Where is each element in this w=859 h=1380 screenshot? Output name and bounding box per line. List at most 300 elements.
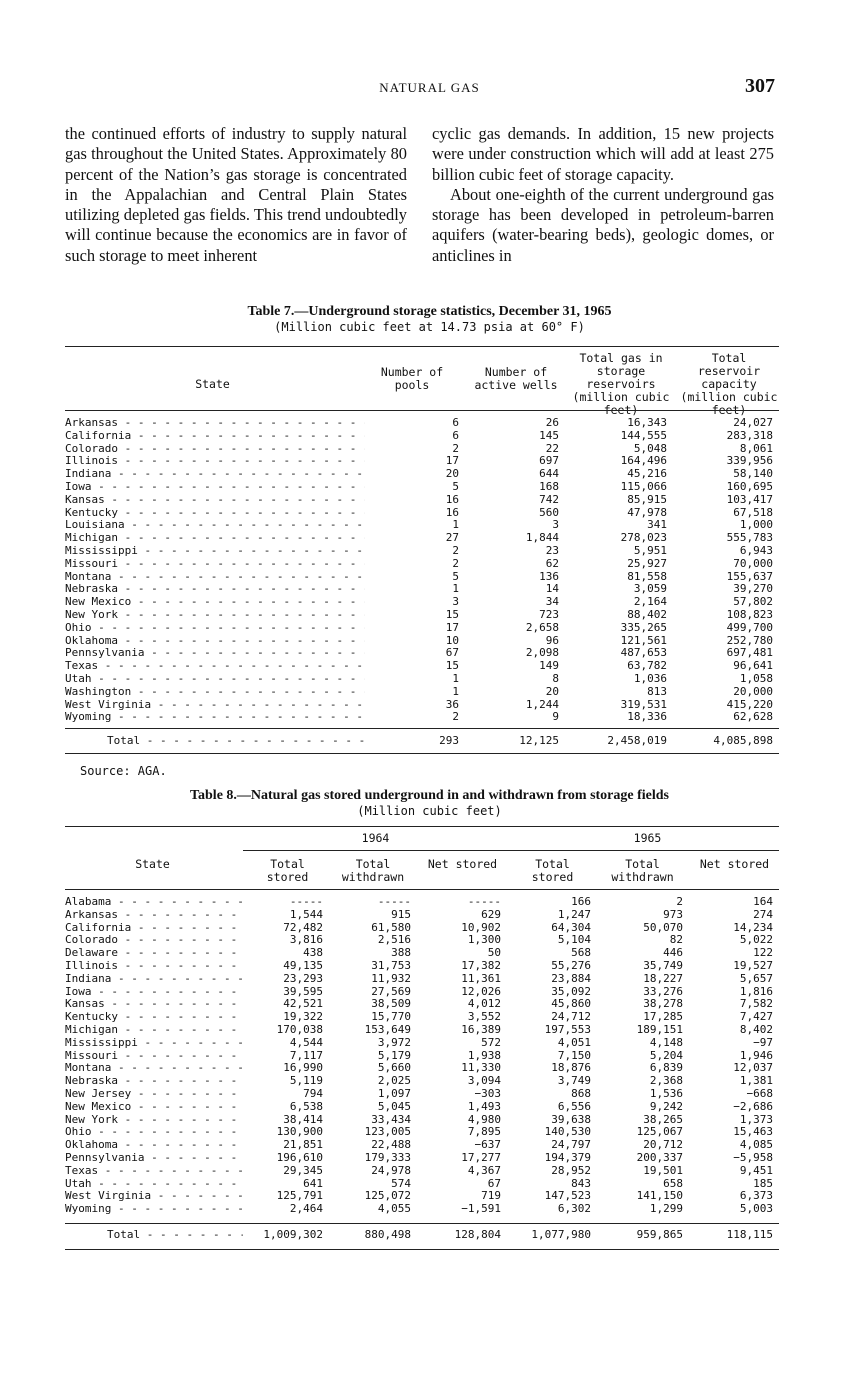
table-row <box>65 1088 779 1101</box>
body-paragraph: About one-eighth of the current underground gas storage has been developed in petroleum-barren aquifers (water-bearing beds), geologic domes, or anticlines in <box>432 184 774 265</box>
table-cell: 1,300 <box>467 934 501 947</box>
table-row <box>65 558 779 571</box>
table-cell: 4,055 <box>377 1203 411 1216</box>
table-cell: 62 <box>545 557 559 570</box>
table-cell: 18,336 <box>627 711 667 724</box>
table-cell: 17 <box>445 455 459 468</box>
table8-header-1964-withdrawn: Total withdrawn <box>341 857 405 884</box>
state-name: Illinois - - - <box>65 960 243 973</box>
table-row <box>65 583 779 596</box>
table-cell: 16,990 <box>283 1062 323 1075</box>
table-cell: 108,823 <box>726 608 773 621</box>
table-cell: 629 <box>481 908 501 921</box>
table-row <box>65 545 779 558</box>
table-row <box>65 635 779 648</box>
table8-total <box>65 1229 779 1242</box>
table-cell: 6,538 <box>289 1100 323 1113</box>
table-cell: 7,582 <box>739 998 773 1011</box>
table-cell: 2,098 <box>525 647 559 660</box>
state-name: Indiana - - - <box>65 468 365 481</box>
table-cell: 1,536 <box>649 1087 683 1100</box>
table-cell: 23 <box>545 544 559 557</box>
table-row <box>65 934 779 947</box>
table8-header-1965: 1965 <box>633 831 662 845</box>
table-cell: 18,227 <box>643 972 683 985</box>
table-cell: 4,980 <box>467 1113 501 1126</box>
table-cell: 6,373 <box>739 1190 773 1203</box>
table-cell: 85,915 <box>627 493 667 506</box>
table7-header-rule <box>65 410 779 411</box>
table-cell: 103,417 <box>726 493 773 506</box>
table-cell: 10 <box>445 634 459 647</box>
table-cell: 20,712 <box>643 1139 683 1152</box>
state-name: West Virginia - - - <box>65 1190 243 1203</box>
table-cell: 70,000 <box>733 557 773 570</box>
table7-title: Table 7.—Underground storage statistics, December 31, 1965 <box>247 304 612 319</box>
table-row <box>65 455 779 468</box>
table-cell: −668 <box>746 1087 773 1100</box>
table-cell: 16,343 <box>627 417 667 429</box>
state-name: Iowa - - - <box>65 986 243 999</box>
state-name: New Mexico - - - <box>65 1101 243 1114</box>
table-cell: 24,027 <box>733 417 773 429</box>
table-cell: 22,488 <box>371 1139 411 1152</box>
table8-caption <box>0 787 859 818</box>
table-cell: 7,427 <box>739 1011 773 1024</box>
table-cell: 3,749 <box>557 1075 591 1088</box>
table-cell: 33,276 <box>643 985 683 998</box>
table-cell: 3,972 <box>377 1036 411 1049</box>
table-row <box>65 1075 779 1088</box>
table-cell: 15 <box>445 660 459 673</box>
table8-top-rule <box>65 826 779 827</box>
table-cell: 5,179 <box>377 1049 411 1062</box>
table-row <box>65 1062 779 1075</box>
table-cell: 6 <box>452 417 459 429</box>
table-cell: 1,097 <box>377 1087 411 1100</box>
table-cell: 1,373 <box>739 1113 773 1126</box>
table-cell: 125,067 <box>636 1126 683 1139</box>
table-cell: 3,094 <box>467 1075 501 1088</box>
table-cell: 35,749 <box>643 959 683 972</box>
table-cell: 28,952 <box>551 1164 591 1177</box>
page-number: 307 <box>745 75 775 97</box>
table-cell: 24,797 <box>551 1139 591 1152</box>
table-cell: 5 <box>452 480 459 493</box>
table-cell: 1,844 <box>525 532 559 545</box>
table-cell: 2 <box>676 896 683 908</box>
table-cell: 88,402 <box>627 608 667 621</box>
table-cell: 38,278 <box>643 998 683 1011</box>
state-name: Missouri - - - <box>65 1050 243 1063</box>
body-paragraph: cyclic gas demands. In addition, 15 new projects were under construction which will add at least 275 billion cubic feet of storage capacity. <box>432 124 774 184</box>
body-text-right-column <box>432 124 774 266</box>
state-name: California - - - <box>65 922 243 935</box>
table8-header-rule <box>65 889 779 890</box>
table-cell: −303 <box>474 1087 501 1100</box>
table-cell: 11,932 <box>371 972 411 985</box>
table-cell: 6,839 <box>649 1062 683 1075</box>
table-cell: 194,379 <box>544 1151 591 1164</box>
table-cell: 1,381 <box>739 1075 773 1088</box>
table-cell: 16,389 <box>461 1023 501 1036</box>
table-row <box>65 481 779 494</box>
table-cell: 446 <box>663 947 683 960</box>
table-cell: 5,119 <box>289 1075 323 1088</box>
table8-header-state: State <box>135 857 170 871</box>
table-cell: 55,276 <box>551 959 591 972</box>
table-cell: 4,051 <box>557 1036 591 1049</box>
table-cell: 39,638 <box>551 1113 591 1126</box>
table-cell: 18,876 <box>551 1062 591 1075</box>
table7-source: Source: AGA. <box>80 764 167 778</box>
table-cell: −1,591 <box>461 1203 501 1216</box>
table-row <box>65 1114 779 1127</box>
state-name: Kansas - - - <box>65 494 365 507</box>
table7-total-rule <box>65 728 779 729</box>
state-name: California - - - <box>65 430 365 443</box>
table-row <box>65 986 779 999</box>
table-cell: 8,402 <box>739 1023 773 1036</box>
state-name: Michigan - - - <box>65 1024 243 1037</box>
table-cell: 252,780 <box>726 634 773 647</box>
table-cell: 16 <box>445 506 459 519</box>
table-cell: −2,686 <box>733 1100 773 1113</box>
table8-header-1965-net: Net stored <box>699 857 770 871</box>
table7-header-gas: Total gas in storage reservoirs (million cubic feet) <box>572 351 670 417</box>
table-cell: 168 <box>539 480 559 493</box>
table-cell: 82 <box>669 934 683 947</box>
running-title: NATURAL GAS <box>379 80 480 95</box>
table-cell: −637 <box>474 1139 501 1152</box>
table-cell: 641 <box>303 1177 323 1190</box>
table-cell: 1 <box>452 583 459 596</box>
table-cell: 50,070 <box>643 921 683 934</box>
table-cell: 145 <box>539 429 559 442</box>
total-gas: 2,458,019 <box>607 735 667 747</box>
table8-header-1965-stored: Total stored <box>531 857 574 884</box>
table-cell: 697,481 <box>726 647 773 660</box>
body-text-left-column <box>65 124 407 266</box>
table7-caption <box>0 303 859 334</box>
table-row <box>65 1024 779 1037</box>
state-name: Utah - - - <box>65 673 365 686</box>
state-name: Mississippi - - - <box>65 545 365 558</box>
table-cell: 568 <box>571 947 591 960</box>
table-cell: 2,164 <box>633 596 667 609</box>
table-cell: 164,496 <box>620 455 667 468</box>
state-name: Alabama - - - <box>65 896 243 909</box>
table-cell: 45,860 <box>551 998 591 1011</box>
state-name: Michigan - - - <box>65 532 365 545</box>
table-cell: 335,265 <box>620 621 667 634</box>
table-cell: 63,782 <box>627 660 667 673</box>
table8-total-rule <box>65 1223 779 1224</box>
table-cell: 21,851 <box>283 1139 323 1152</box>
table-cell: 278,023 <box>620 532 667 545</box>
table-cell: 555,783 <box>726 532 773 545</box>
state-name: Ohio - - - <box>65 622 365 635</box>
table-row <box>65 699 779 712</box>
table-row <box>65 417 779 430</box>
table-cell: 160,695 <box>726 480 773 493</box>
table-cell: 341 <box>647 519 667 532</box>
table-cell: 10,902 <box>461 921 501 934</box>
table-cell: 868 <box>571 1087 591 1100</box>
table-cell: 843 <box>571 1177 591 1190</box>
state-name: Ohio - - - <box>65 1126 243 1139</box>
table-cell: 8 <box>552 672 559 685</box>
table-cell: 19,322 <box>283 1011 323 1024</box>
table-cell: ----- <box>377 896 411 908</box>
table-cell: 2,658 <box>525 621 559 634</box>
table-row <box>65 1165 779 1178</box>
table-cell: 36 <box>445 698 459 711</box>
total-cell: 959,865 <box>636 1229 683 1241</box>
table-cell: 123,005 <box>364 1126 411 1139</box>
state-name: Oklahoma - - - <box>65 635 365 648</box>
table-cell: 5,951 <box>633 544 667 557</box>
table7-header-wells: Number of active wells <box>474 365 558 392</box>
table-row <box>65 1229 779 1242</box>
table-row <box>65 735 779 748</box>
table-cell: 1 <box>452 519 459 532</box>
table-cell: 697 <box>539 455 559 468</box>
table-cell: 50 <box>487 947 501 960</box>
table8-subtitle: (Million cubic feet) <box>357 804 502 818</box>
table-row <box>65 443 779 456</box>
table-cell: 388 <box>391 947 411 960</box>
state-name: New Mexico - - - <box>65 596 365 609</box>
table-cell: 17 <box>445 621 459 634</box>
table-cell: 24,712 <box>551 1011 591 1024</box>
table-cell: 31,753 <box>371 959 411 972</box>
table-cell: 38,509 <box>371 998 411 1011</box>
table-cell: 24,978 <box>371 1164 411 1177</box>
table-cell: 9 <box>552 711 559 724</box>
table-cell: 644 <box>539 468 559 481</box>
table-cell: 560 <box>539 506 559 519</box>
state-name: Texas - - - <box>65 660 365 673</box>
table-cell: 1,247 <box>557 908 591 921</box>
table-cell: 35,092 <box>551 985 591 998</box>
table-cell: 2,368 <box>649 1075 683 1088</box>
table8-header-1964-net: Net stored <box>427 857 498 871</box>
table-cell: 122 <box>753 947 773 960</box>
table-cell: 319,531 <box>620 698 667 711</box>
table-cell: 415,220 <box>726 698 773 711</box>
table-cell: 2,464 <box>289 1203 323 1216</box>
table-row <box>65 1037 779 1050</box>
state-name: West Virginia - - - <box>65 699 365 712</box>
total-label: Total - - - <box>107 735 365 748</box>
table-cell: 2 <box>452 711 459 724</box>
table7-top-rule <box>65 346 779 347</box>
table-cell: 6,556 <box>557 1100 591 1113</box>
table-cell: 16 <box>445 493 459 506</box>
state-name: Oklahoma - - - <box>65 1139 243 1152</box>
table-cell: 34 <box>545 596 559 609</box>
state-name: Nebraska - - - <box>65 583 365 596</box>
table-cell: 5,660 <box>377 1062 411 1075</box>
state-name: Louisiana - - - <box>65 519 365 532</box>
table-cell: 973 <box>663 908 683 921</box>
table-cell: 39,595 <box>283 985 323 998</box>
state-name: New Jersey - - - <box>65 1088 243 1101</box>
table-row <box>65 1190 779 1203</box>
table-cell: 39,270 <box>733 583 773 596</box>
table7-header-pools: Number of pools <box>380 365 444 392</box>
total-label: Total - - - <box>107 1229 243 1242</box>
table-cell: 572 <box>481 1036 501 1049</box>
table-cell: 5,045 <box>377 1100 411 1113</box>
table7-header-capacity: Total reservoir capacity (million cubic feet) <box>680 351 778 417</box>
table-row <box>65 711 779 724</box>
table-cell: 197,553 <box>544 1023 591 1036</box>
table-cell: 164 <box>753 896 773 908</box>
state-name: Kentucky - - - <box>65 1011 243 1024</box>
table-cell: 15 <box>445 608 459 621</box>
table-cell: 1,544 <box>289 908 323 921</box>
table-row <box>65 998 779 1011</box>
table8-bottom-rule <box>65 1249 779 1250</box>
table-cell: 4,544 <box>289 1036 323 1049</box>
state-name: Wyoming - - - <box>65 711 365 724</box>
table8-header-1965-withdrawn: Total withdrawn <box>611 857 674 884</box>
table-cell: 19,501 <box>643 1164 683 1177</box>
table-cell: 130,900 <box>276 1126 323 1139</box>
table-cell: 166 <box>571 896 591 908</box>
table-cell: −97 <box>753 1036 773 1049</box>
table-cell: 6,302 <box>557 1203 591 1216</box>
table-cell: 20 <box>545 685 559 698</box>
table-cell: 153,649 <box>364 1023 411 1036</box>
table-cell: 96 <box>545 634 559 647</box>
table-cell: 22 <box>545 442 559 455</box>
table-cell: 125,072 <box>364 1190 411 1203</box>
table-cell: 5,003 <box>739 1203 773 1216</box>
state-name: Arkansas - - - <box>65 417 365 430</box>
state-name: Montana - - - <box>65 1062 243 1075</box>
total-cell: 128,804 <box>454 1229 501 1241</box>
table-cell: 1 <box>452 685 459 698</box>
state-name: Delaware - - - <box>65 947 243 960</box>
table-cell: 1,299 <box>649 1203 683 1216</box>
table-cell: 47,978 <box>627 506 667 519</box>
table-row <box>65 519 779 532</box>
table-cell: 61,580 <box>371 921 411 934</box>
table-cell: 141,150 <box>636 1190 683 1203</box>
table-cell: 4,012 <box>467 998 501 1011</box>
table-cell: 3 <box>552 519 559 532</box>
table-cell: 2 <box>452 557 459 570</box>
table-cell: 438 <box>303 947 323 960</box>
table-row <box>65 609 779 622</box>
table-cell: 14 <box>545 583 559 596</box>
table-cell: 23,884 <box>551 972 591 985</box>
table-cell: ----- <box>289 896 323 908</box>
table-cell: 4,148 <box>649 1036 683 1049</box>
table-cell: 25,927 <box>627 557 667 570</box>
table-cell: 1,946 <box>739 1049 773 1062</box>
total-cell: 880,498 <box>364 1229 411 1241</box>
table-row <box>65 909 779 922</box>
state-name: Illinois - - - <box>65 455 365 468</box>
table-cell: 3,552 <box>467 1011 501 1024</box>
table-cell: 140,530 <box>544 1126 591 1139</box>
state-name: Pennsylvania - - - <box>65 647 365 660</box>
total-cell: 1,009,302 <box>263 1229 323 1241</box>
table-cell: 62,628 <box>733 711 773 724</box>
table8-header-1964-stored: Total stored <box>266 857 309 884</box>
table-cell: 170,038 <box>276 1023 323 1036</box>
table-row <box>65 468 779 481</box>
state-name: New York - - - <box>65 1114 243 1127</box>
table-cell: 11,361 <box>461 972 501 985</box>
table-cell: 5 <box>452 570 459 583</box>
table-cell: 121,561 <box>620 634 667 647</box>
state-name: Mississippi - - - <box>65 1037 243 1050</box>
table-cell: 1,058 <box>739 672 773 685</box>
table-cell: 14,234 <box>733 921 773 934</box>
table7-subtitle: (Million cubic feet at 14.73 psia at 60° F) <box>274 320 585 334</box>
table-cell: 1,938 <box>467 1049 501 1062</box>
table-cell: −5,958 <box>733 1151 773 1164</box>
table-cell: 9,242 <box>649 1100 683 1113</box>
table-cell: 5,104 <box>557 934 591 947</box>
state-name: Montana - - - <box>65 571 365 584</box>
table-cell: 487,653 <box>620 647 667 660</box>
table-cell: 5,657 <box>739 972 773 985</box>
table-cell: 19,527 <box>733 959 773 972</box>
table-row <box>65 1011 779 1024</box>
table-row <box>65 686 779 699</box>
total-cell: 118,115 <box>726 1229 773 1241</box>
table-cell: 27 <box>445 532 459 545</box>
table-cell: 149 <box>539 660 559 673</box>
table-cell: 27,569 <box>371 985 411 998</box>
table-cell: 12,037 <box>733 1062 773 1075</box>
table-cell: 499,700 <box>726 621 773 634</box>
table-cell: 3,059 <box>633 583 667 596</box>
table-row <box>65 647 779 660</box>
table-cell: 15,463 <box>733 1126 773 1139</box>
table-cell: 72,482 <box>283 921 323 934</box>
state-name: Texas - - - <box>65 1165 243 1178</box>
table-cell: 723 <box>539 608 559 621</box>
table-cell: 7,117 <box>289 1049 323 1062</box>
table-cell: 4,367 <box>467 1164 501 1177</box>
table-cell: 339,956 <box>726 455 773 468</box>
table-cell: 1 <box>452 672 459 685</box>
table8-header-1964: 1964 <box>361 831 390 845</box>
table-cell: 17,382 <box>461 959 501 972</box>
table-cell: 17,277 <box>461 1151 501 1164</box>
table-row <box>65 1126 779 1139</box>
table-cell: 6 <box>452 429 459 442</box>
table-cell: 20 <box>445 468 459 481</box>
table-cell: 125,791 <box>276 1190 323 1203</box>
state-name: Indiana - - - <box>65 973 243 986</box>
table-cell: 20,000 <box>733 685 773 698</box>
state-name: Kansas - - - <box>65 998 243 1011</box>
table-row <box>65 1050 779 1063</box>
table-cell: 196,610 <box>276 1151 323 1164</box>
table-cell: 1,244 <box>525 698 559 711</box>
table7 <box>65 417 779 724</box>
table-cell: 96,641 <box>733 660 773 673</box>
table-cell: 189,151 <box>636 1023 683 1036</box>
